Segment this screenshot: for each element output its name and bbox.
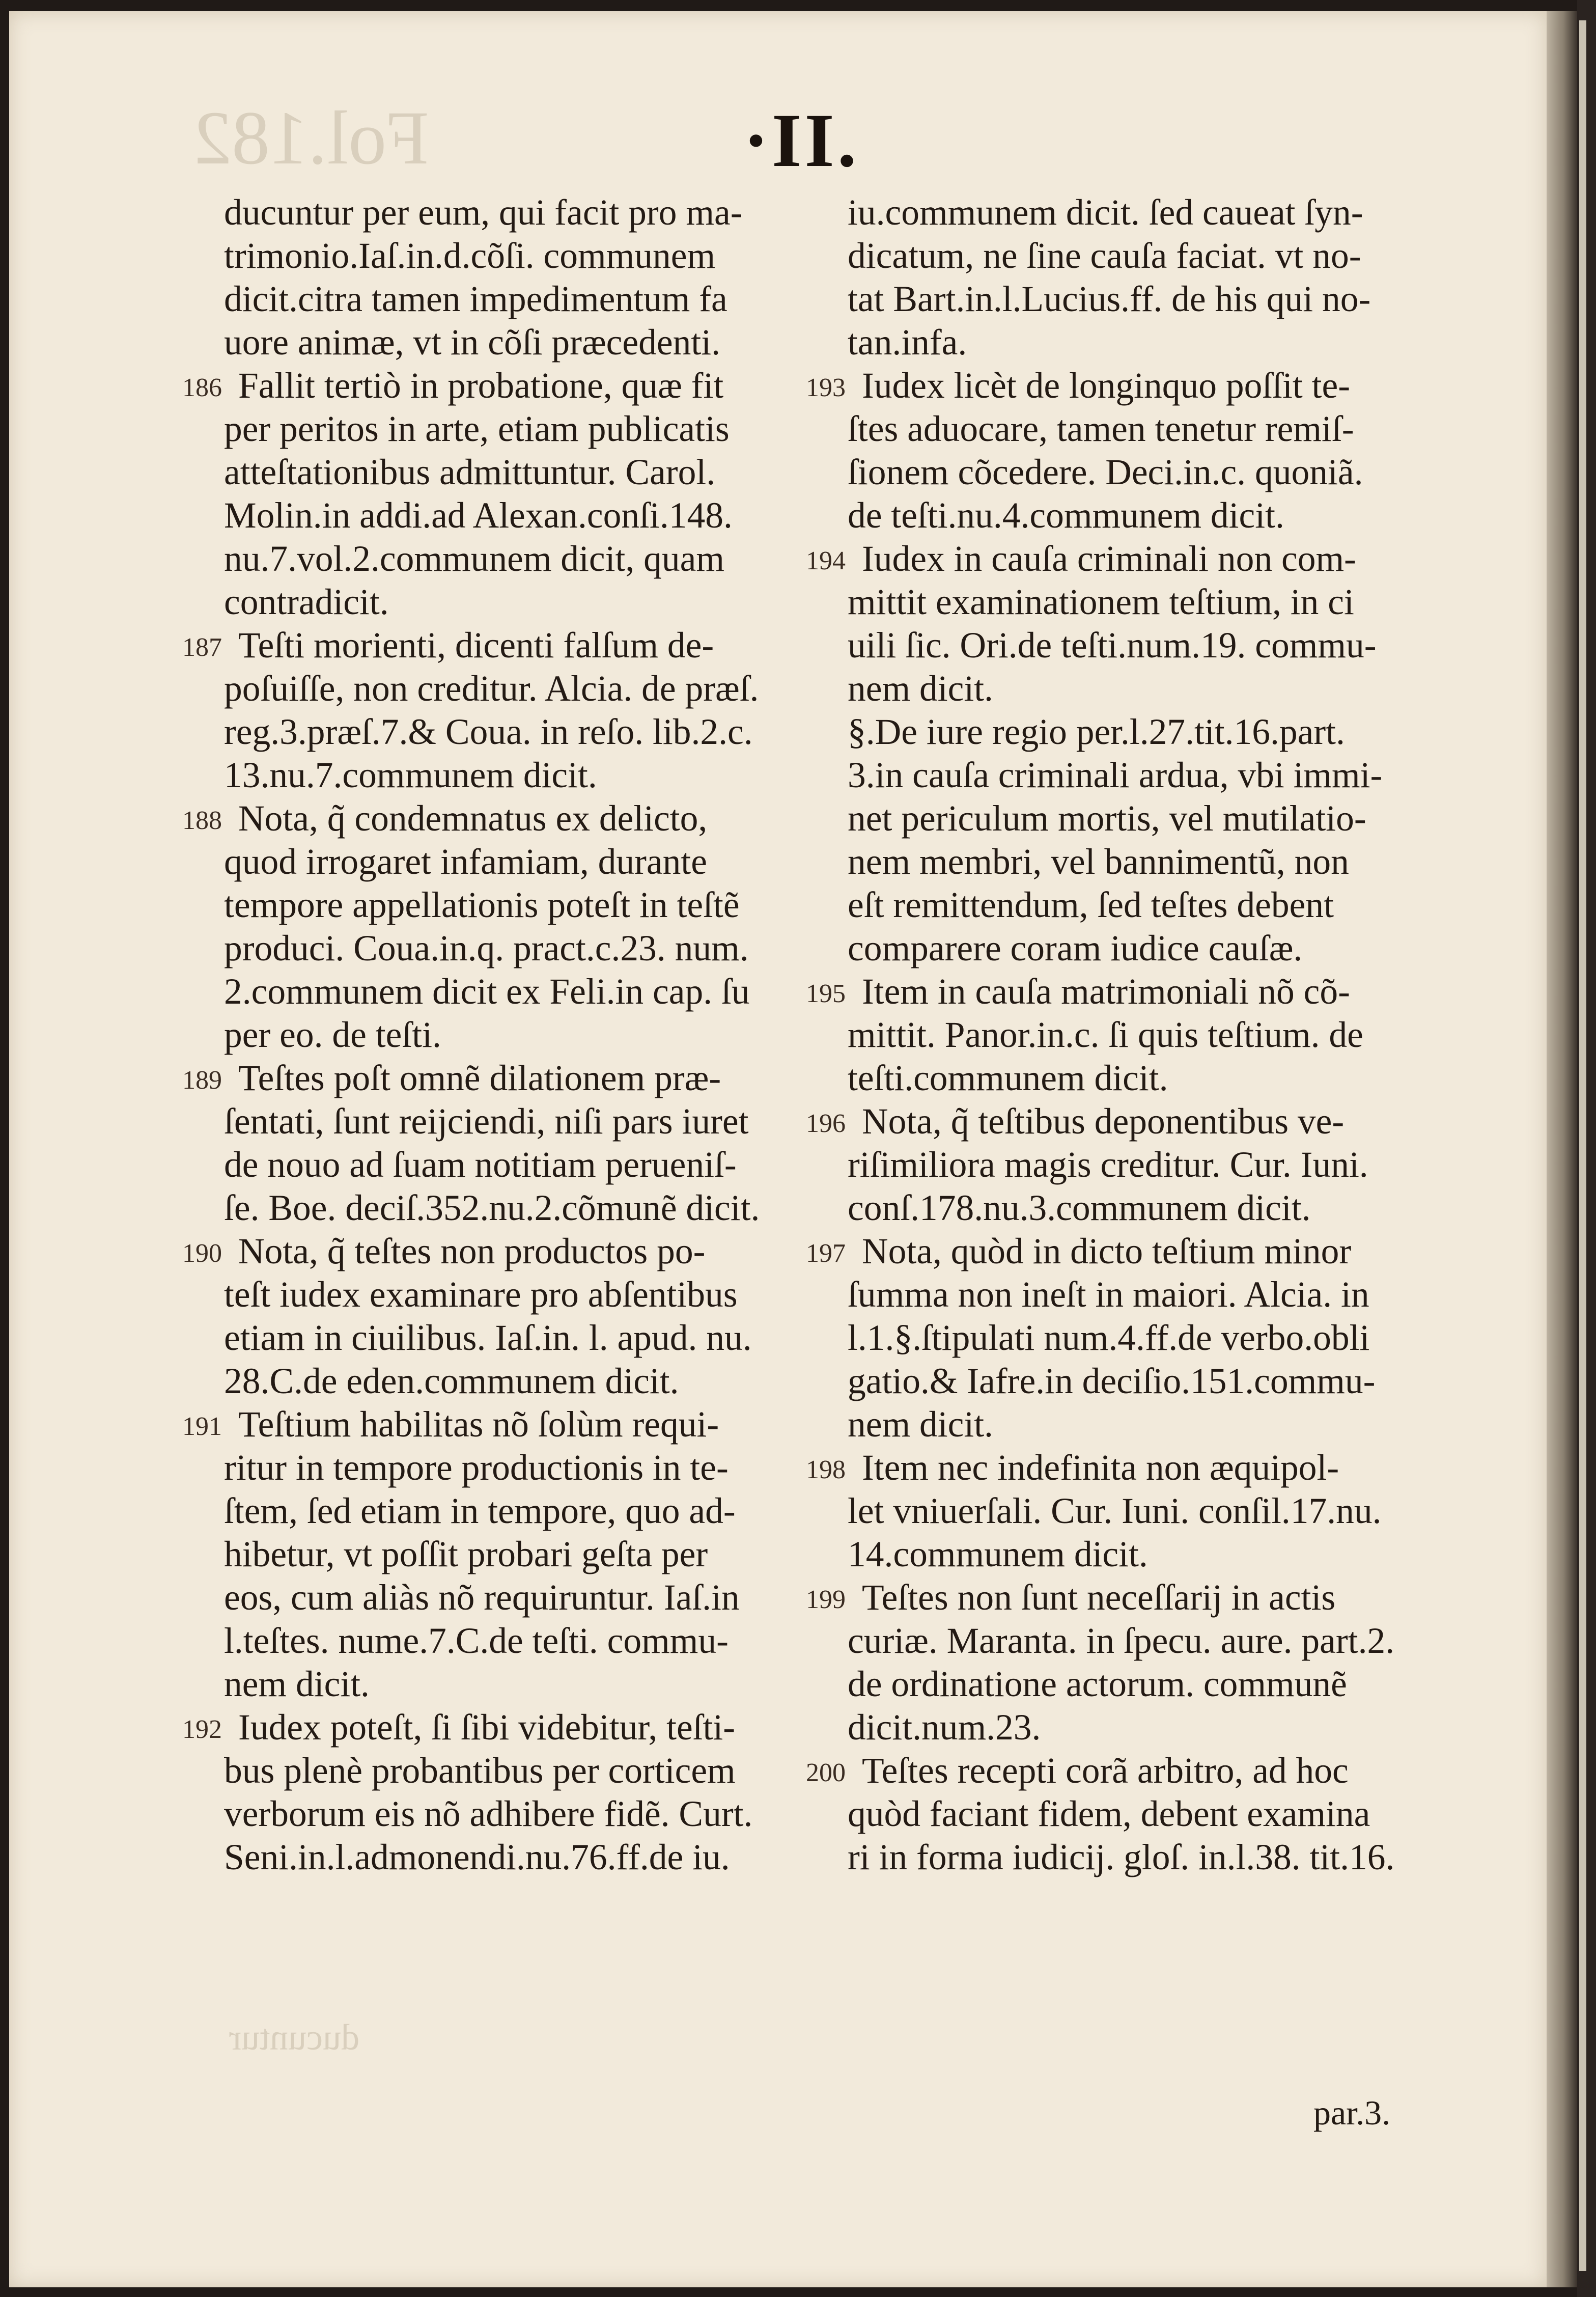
line-text: poſuiſſe, non creditur. Alcia. de præſ. — [224, 669, 759, 709]
line-text: Iudex in cauſa criminali non com- — [862, 539, 1356, 579]
line-text: tat Bart.in.l.Lucius.ff. de his qui no- — [848, 279, 1371, 319]
text-line — [224, 1446, 804, 1489]
line-text: nem dicit. — [848, 669, 993, 709]
line-text: de teſti.nu.4.communem dicit. — [848, 495, 1284, 536]
line-text: atteſtationibus admittuntur. Carol. — [224, 452, 716, 492]
text-line — [224, 1619, 804, 1663]
paragraph-number: 188 — [182, 806, 222, 835]
text-line — [182, 364, 804, 407]
line-text: reg.3.præſ.7.& Coua. in reſo. lib.2.c. — [224, 712, 753, 752]
text-line — [848, 1360, 1428, 1403]
line-text: mittit examinationem teſtium, in ci — [848, 582, 1354, 622]
text-line — [182, 1403, 804, 1446]
line-text: dicatum, ne ſine cauſa faciat. vt no- — [848, 236, 1361, 276]
paragraph-number: 190 — [182, 1239, 222, 1268]
line-text: quod irrogaret infamiam, durante — [224, 842, 708, 882]
line-text: eos, cum aliàs nõ requiruntur. Iaſ.in — [224, 1578, 740, 1618]
text-line — [848, 494, 1428, 537]
text-line — [848, 1533, 1428, 1576]
text-line — [224, 1186, 804, 1230]
text-line — [848, 1706, 1428, 1749]
text-line — [224, 1360, 804, 1403]
text-line — [848, 580, 1428, 624]
text-line — [224, 1100, 804, 1143]
paragraph-number: 191 — [182, 1412, 222, 1441]
paragraph-number: 192 — [182, 1715, 222, 1744]
text-line — [806, 537, 1428, 580]
paragraph-number: 193 — [806, 373, 846, 402]
text-line — [848, 883, 1428, 927]
line-text: contradicit. — [224, 582, 389, 622]
catchword: par.3. — [1313, 2093, 1391, 2132]
text-line — [224, 1836, 804, 1879]
text-line — [848, 1013, 1428, 1057]
line-text: Iudex poteſt, ſi ſibi videbitur, teſti- — [238, 1707, 736, 1748]
right-text-column — [806, 191, 1428, 1879]
line-text: de ordinatione actorum. communẽ — [848, 1664, 1347, 1704]
line-text: per eo. de teſti. — [224, 1015, 441, 1055]
line-text: Teſti morienti, dicenti falſum de- — [238, 625, 714, 666]
text-line — [848, 840, 1428, 883]
line-text: Nota, q̃ teſtes non productos po- — [238, 1231, 706, 1271]
text-line — [224, 537, 804, 580]
book-edge — [1577, 0, 1596, 2297]
line-text: iu.communem dicit. ſed caueat ſyn- — [848, 192, 1363, 233]
text-line — [848, 1489, 1428, 1533]
running-header: ·II. — [743, 98, 860, 183]
text-line — [224, 1013, 804, 1057]
text-line — [224, 840, 804, 883]
line-text: l.teſtes. nume.7.C.de teſti. commu- — [224, 1621, 729, 1661]
text-line — [806, 970, 1428, 1013]
line-text: nu.7.vol.2.communem dicit, quam — [224, 539, 724, 579]
line-text: Item in cauſa matrimoniali nõ cõ- — [862, 972, 1350, 1012]
paragraph-number: 194 — [806, 546, 846, 575]
line-text: quòd faciant fidem, debent examina — [848, 1794, 1370, 1834]
line-text: dicit.citra tamen impedimentum fa — [224, 279, 727, 319]
line-text: nem membri, vel bannimentũ, non — [848, 842, 1349, 882]
text-line — [224, 883, 804, 927]
line-text: bus plenè probantibus per corticem — [224, 1751, 736, 1791]
text-line — [224, 191, 804, 234]
paragraph-number: 198 — [806, 1455, 846, 1484]
text-line — [224, 1792, 804, 1836]
text-line — [224, 1663, 804, 1706]
line-text: ſionem cõcedere. Deci.in.c. quoniã. — [848, 452, 1363, 492]
text-line — [224, 667, 804, 710]
text-line — [224, 580, 804, 624]
text-line — [224, 234, 804, 278]
text-line — [806, 364, 1428, 407]
line-text: ſe. Boe. deciſ.352.nu.2.cõmunẽ dicit. — [224, 1188, 760, 1228]
text-line — [806, 1230, 1428, 1273]
line-text: comparere coram iudice cauſæ. — [848, 928, 1303, 968]
line-text: tempore appellationis poteſt in teſtẽ — [224, 885, 740, 925]
line-text: tan.infa. — [848, 322, 967, 363]
text-line — [182, 1706, 804, 1749]
show-through-folio: Fol.182 — [193, 96, 429, 180]
paragraph-number: 196 — [806, 1109, 846, 1138]
text-line — [848, 1273, 1428, 1316]
text-line — [224, 1749, 804, 1792]
line-text: 14.communem dicit. — [848, 1534, 1148, 1574]
line-text: gatio.& Iafre.in deciſio.151.commu- — [848, 1361, 1376, 1401]
line-text: trimonio.Iaſ.in.d.cõſi. communem — [224, 236, 716, 276]
line-text: nem dicit. — [848, 1404, 993, 1445]
line-text: 3.in cauſa criminali ardua, vbi immi- — [848, 755, 1383, 795]
line-text: 13.nu.7.communem dicit. — [224, 755, 597, 795]
text-line — [224, 1533, 804, 1576]
line-text: eſt remittendum, ſed teſtes debent — [848, 885, 1334, 925]
text-line — [224, 927, 804, 970]
line-text: Teſtes recepti corã arbitro, ad hoc — [862, 1751, 1349, 1791]
text-line — [848, 754, 1428, 797]
line-text: Nota, q̃ condemnatus ex delicto, — [238, 798, 708, 839]
text-line — [224, 451, 804, 494]
paragraph-number: 197 — [806, 1239, 846, 1268]
text-line — [182, 624, 804, 667]
text-line — [848, 321, 1428, 364]
text-line — [224, 321, 804, 364]
text-line — [224, 754, 804, 797]
line-text: etiam in ciuilibus. Iaſ.in. l. apud. nu. — [224, 1318, 752, 1358]
line-text: teſti.communem dicit. — [848, 1058, 1168, 1098]
text-line — [182, 1230, 804, 1273]
paragraph-number: 189 — [182, 1066, 222, 1095]
text-line — [806, 1749, 1428, 1792]
text-line — [224, 494, 804, 537]
line-text: 2.communem dicit ex Feli.in cap. ſu — [224, 972, 750, 1012]
paragraph-number: 199 — [806, 1585, 846, 1614]
text-line — [182, 797, 804, 840]
line-text: Teſtes poſt omnẽ dilationem præ- — [238, 1058, 721, 1098]
line-text: Molin.in addi.ad Alexan.conſi.148. — [224, 495, 733, 536]
left-text-column — [182, 191, 804, 1879]
line-text: l.1.§.ſtipulati num.4.ff.de verbo.obli — [848, 1318, 1370, 1358]
line-text: §.De iure regio per.l.27.tit.16.part. — [848, 712, 1345, 752]
text-line — [848, 667, 1428, 710]
line-text: Teſtes non ſunt neceſſarij in actis — [862, 1578, 1336, 1618]
text-line — [224, 1576, 804, 1619]
paragraph-number: 200 — [806, 1758, 846, 1787]
text-line — [848, 1836, 1428, 1879]
paragraph-number: 187 — [182, 633, 222, 662]
line-text: Nota, quòd in dicto teſtium minor — [862, 1231, 1352, 1271]
text-line — [806, 1100, 1428, 1143]
text-line — [224, 1273, 804, 1316]
text-line — [848, 1792, 1428, 1836]
text-line — [224, 407, 804, 451]
text-line — [848, 1143, 1428, 1186]
text-line — [848, 1316, 1428, 1360]
text-line — [806, 1576, 1428, 1619]
line-text: Item nec indefinita non æquipol- — [862, 1448, 1339, 1488]
text-line — [848, 1663, 1428, 1706]
text-line — [848, 927, 1428, 970]
line-text: conſ.178.nu.3.communem dicit. — [848, 1188, 1311, 1228]
paragraph-number: 195 — [806, 979, 846, 1008]
line-text: teſt iudex examinare pro abſentibus — [224, 1275, 738, 1315]
text-line — [848, 451, 1428, 494]
line-text: Teſtium habilitas nõ ſolùm requi- — [238, 1404, 719, 1445]
text-line — [182, 1057, 804, 1100]
line-text: per peritos in arte, etiam publicatis — [224, 409, 730, 449]
line-text: de nouo ad ſuam notitiam perueniſ- — [224, 1145, 737, 1185]
line-text: ri in forma iudicij. gloſ. in.l.38. tit.16. — [848, 1837, 1395, 1877]
line-text: mittit. Panor.in.c. ſi quis teſtium. de — [848, 1015, 1363, 1055]
text-line — [224, 1489, 804, 1533]
text-line — [848, 1403, 1428, 1446]
paragraph-number: 186 — [182, 373, 222, 402]
line-text: Nota, q̃ teſtibus deponentibus ve- — [862, 1101, 1345, 1142]
show-through-bottom: ducuntur — [229, 2017, 359, 2058]
line-text: verborum eis nõ adhibere fidẽ. Curt. — [224, 1794, 753, 1834]
text-line — [848, 407, 1428, 451]
line-text: ſtem, ſed etiam in tempore, quo ad- — [224, 1491, 736, 1531]
text-line — [848, 797, 1428, 840]
line-text: curiæ. Maranta. in ſpecu. aure. part.2. — [848, 1621, 1395, 1661]
line-text: produci. Coua.in.q. pract.c.23. num. — [224, 928, 749, 968]
line-text: ſumma non ineſt in maiori. Alcia. in — [848, 1275, 1369, 1315]
line-text: hibetur, vt poſſit probari geſta per — [224, 1534, 708, 1574]
line-text: ſentati, ſunt reijciendi, niſi pars iuret — [224, 1101, 749, 1142]
text-line — [806, 1446, 1428, 1489]
line-text: let vniuerſali. Cur. Iuni. conſil.17.nu. — [848, 1491, 1382, 1531]
text-line — [848, 191, 1428, 234]
text-line — [224, 970, 804, 1013]
line-text: nem dicit. — [224, 1664, 370, 1704]
text-line — [848, 234, 1428, 278]
line-text: 28.C.de eden.communem dicit. — [224, 1361, 679, 1401]
line-text: Fallit tertiò in probatione, quæ fit — [238, 366, 724, 406]
text-line — [848, 1619, 1428, 1663]
text-line — [224, 1143, 804, 1186]
text-line — [848, 710, 1428, 754]
line-text: Seni.in.l.admonendi.nu.76.ff.de iu. — [224, 1837, 730, 1877]
text-line — [224, 710, 804, 754]
text-line — [848, 624, 1428, 667]
book-gutter — [1547, 11, 1577, 2287]
line-text: dicit.num.23. — [848, 1707, 1041, 1748]
text-line — [848, 278, 1428, 321]
line-text: ducuntur per eum, qui facit pro ma- — [224, 192, 743, 233]
text-line — [848, 1186, 1428, 1230]
line-text: uore animæ, vt in cõſi præcedenti. — [224, 322, 720, 363]
line-text: net periculum mortis, vel mutilatio- — [848, 798, 1366, 839]
line-text: ritur in tempore productionis in te- — [224, 1448, 729, 1488]
text-line — [224, 1316, 804, 1360]
line-text: ſtes aduocare, tamen tenetur remiſ- — [848, 409, 1354, 449]
line-text: uili ſic. Ori.de teſti.num.19. commu- — [848, 625, 1377, 666]
line-text: riſimiliora magis creditur. Cur. Iuni. — [848, 1145, 1368, 1185]
text-line — [224, 278, 804, 321]
line-text: Iudex licèt de longinquo poſſit te- — [862, 366, 1351, 406]
text-line — [848, 1057, 1428, 1100]
